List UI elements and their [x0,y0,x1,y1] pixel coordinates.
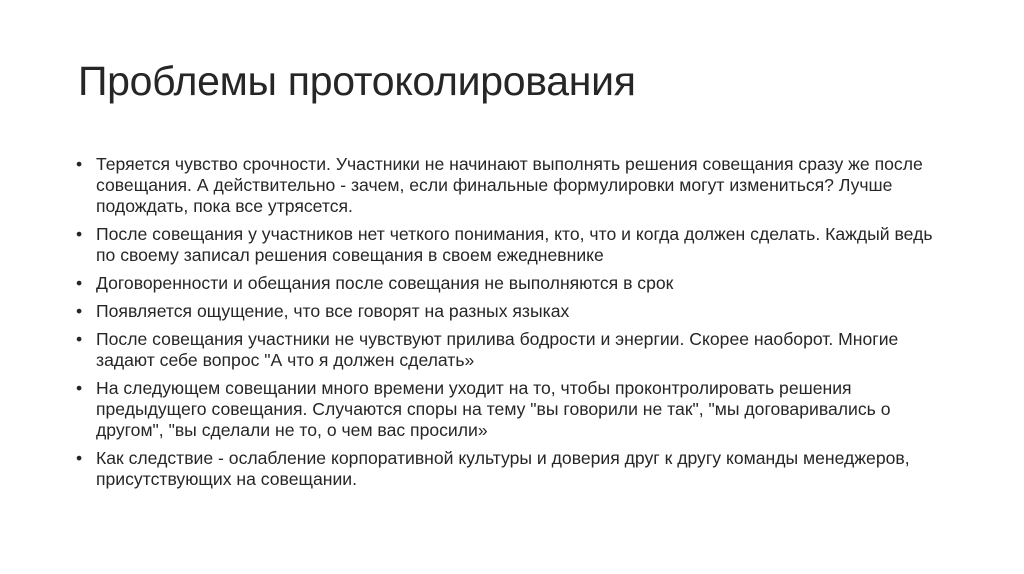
bullet-dot-icon: • [76,273,83,293]
bullet-text: Теряется чувство срочности. Участники не начинают выполнять решения совещания сразу же после совещания. А действительно - зачем, если финальные формулировки могут измениться? Лучше подождать, пока все утрясется. [96,154,923,216]
bullet-dot-icon: • [76,224,83,244]
bullet-item [76,329,956,371]
bullet-text: Как следствие - ослабление корпоративной культуры и доверия друг к другу команды менеджеров, присутствующих на совещании. [96,448,910,489]
bullet-list [76,154,956,497]
slide-title: Проблемы протоколирования [78,58,636,104]
bullet-item [76,448,956,490]
bullet-item [76,301,956,322]
bullet-dot-icon: • [76,301,83,321]
bullet-dot-icon: • [76,448,83,468]
bullet-text: Появляется ощущение, что все говорят на разных языках [96,301,570,321]
bullet-text: Договоренности и обещания после совещания не выполняются в срок [96,273,674,293]
bullet-item [76,154,956,217]
bullet-text: На следующем совещании много времени уходит на то, чтобы проконтролировать решения предыдущего совещания. Случаются споры на тему "вы говорили не так", "мы договаривались о другом", "вы сделали не то, о чем вас просили» [96,378,891,440]
bullet-item [76,273,956,294]
bullet-dot-icon: • [76,329,83,349]
bullet-text: После совещания участники не чувствуют прилива бодрости и энергии. Скорее наоборот. Многие задают себе вопрос "А что я должен сделать» [96,329,899,370]
bullet-text: После совещания у участников нет четкого понимания, кто, что и когда должен сделать. Каждый ведь по своему записал решения совещания в своем ежедневнике [96,224,933,265]
bullet-dot-icon: • [76,154,83,174]
bullet-item [76,378,956,441]
bullet-dot-icon: • [76,378,83,398]
bullet-item [76,224,956,266]
